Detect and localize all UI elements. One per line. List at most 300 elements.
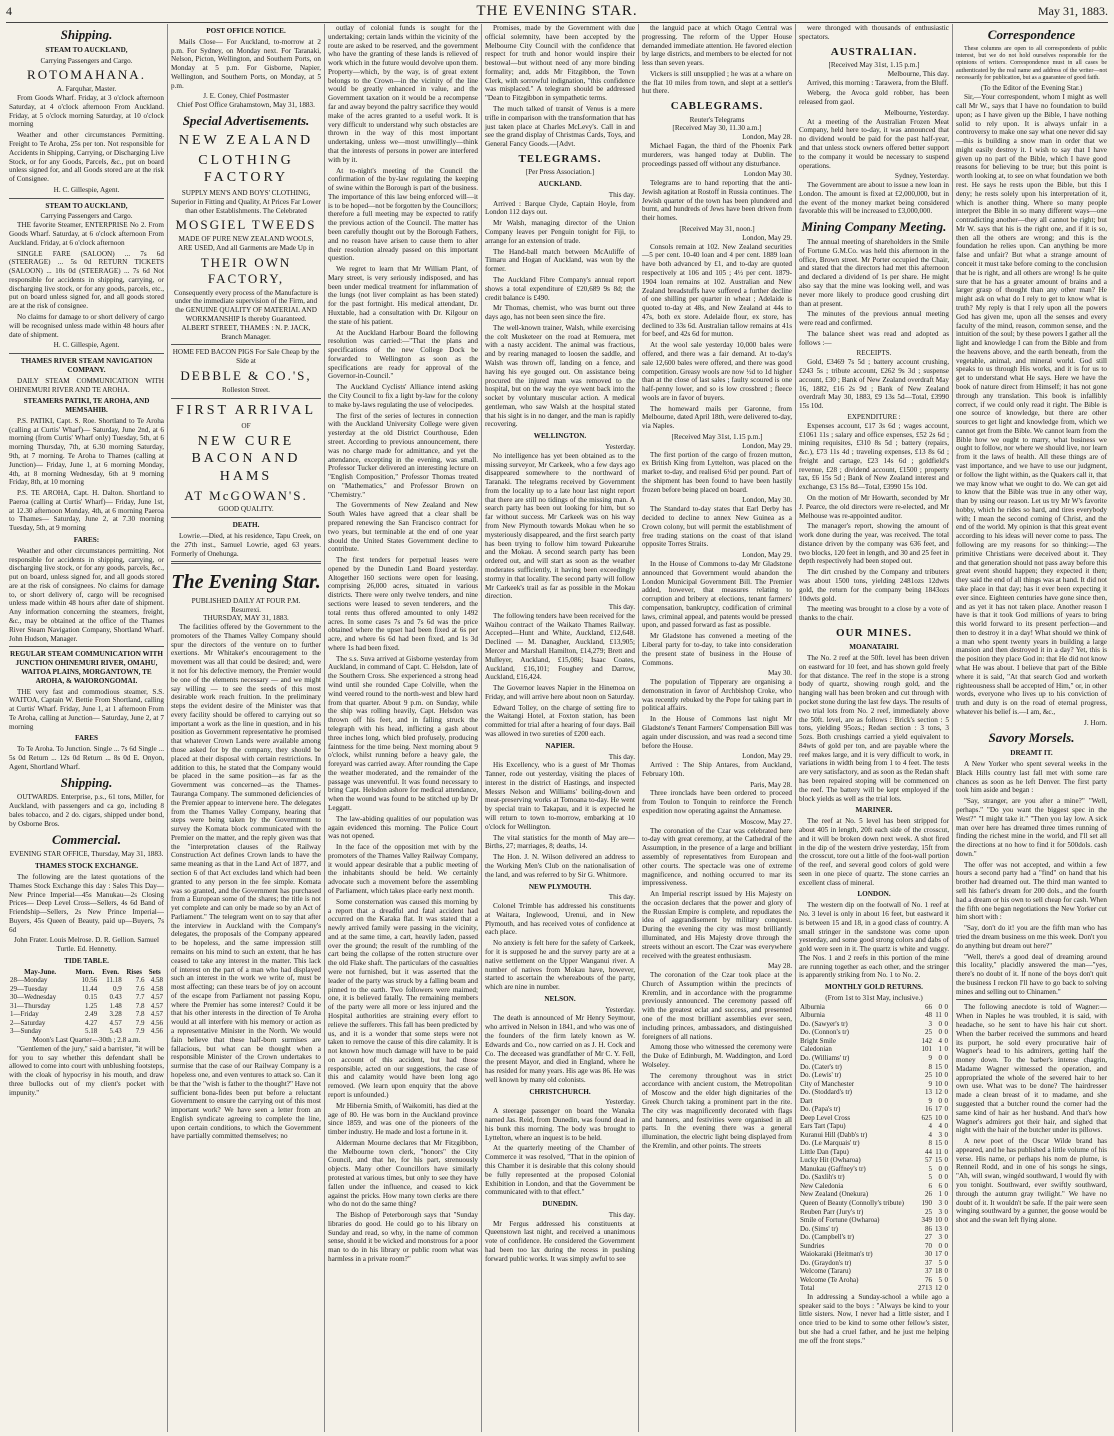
paragraph: At the Auckland Harbour Board the following resolution was carried:—"That the plans and specifications of the new College Dock be forwarded to Wellington as soon as the specifications are ready for approval of the Governor-in-Council.": [328, 328, 478, 381]
paragraph: Lowrie.—Died, at his residence, Tapu Creek, on the 27th inst., Samuel Lowrie, aged 63 years. Formerly of Onehunga.: [171, 532, 321, 558]
paragraph: The law-abiding qualities of our population was again evidenced this morning. The Police Court was not opened.: [328, 814, 478, 841]
table-cell: 0: [944, 1267, 948, 1276]
notice-heading: DEATH.: [232, 521, 260, 530]
table-row: [799, 1225, 949, 1234]
section-mining-meeting: Mining Company Meeting.: [801, 219, 947, 235]
paragraph: A New Yorker who spent several weeks in the Black Hills country last fall met with some rare chances as soon as he left Denver. The first party took him aside and began :: [956, 760, 1107, 795]
dateline: This day.: [608, 893, 635, 902]
table-cell: 5: [928, 1173, 933, 1182]
table-cell: 4.58: [150, 976, 163, 985]
paragraph: At the wool sale yesterday 10,000 bales were offered, and there was a fair demand. At to-day's sale 12,600 bales were offered, and there was good competition. Greasy wools are now ½d to 1d higher than at the close of last sales ; faulty scoured is one half-penny lower, and so is low crossbred ; fleece wools are in favor of buyers.: [642, 341, 792, 402]
paragraph: "Say, don't do it! you are the fifth man who has tried the dream business on me this week. Don't you do anything but dream out here?": [956, 924, 1107, 950]
returns-title: MONTHLY GOLD RETURNS.: [825, 983, 923, 992]
place-heading: NELSON.: [544, 994, 576, 1003]
table-cell: 0.15: [85, 993, 98, 1002]
dateline: London, May 29.: [742, 551, 792, 560]
divider: [171, 561, 321, 564]
paragraph: The Governments of New Zealand and New South Wales have agreed that a clear shall be prepared renewing the San Francisco contract for two years, but terminable at the end of one year should the United States Government decline to contribute.: [328, 501, 478, 554]
paragraph: were thronged with thousands of enthusiastic spectators.: [799, 24, 949, 41]
received-note: [Received May 30, 11.30 a.m.]: [672, 124, 762, 133]
paragraph: His Excellency, who is a guest of Mr Thomas Tanner, rode out yesterday, visiting the places of interest in the district of Hastings, and inspected Messrs Nelson and Williams' boiling-down and meat-preserving works at Tomoana to-day. He went by special train to Takapau, and it is expected he will return to town to-morrow, embarking at 10 o'clock for Wellington.: [485, 761, 635, 831]
paragraph: No claims for damage to or short delivery of cargo will be recognised unless made within 48 hours after date of shipment.: [9, 313, 164, 339]
section-note: [Per Press Association.]: [525, 168, 595, 177]
table-cell: 26: [925, 1190, 933, 1199]
table-cell: 3: [938, 1207, 942, 1216]
paragraph: The following are the latest quotations of the Thames Stock Exchange this day : Sales This Day— New Prince Imperial—45s Manukau—2s Closing Prices— Deep Level Cross—Sellers, 4s 6d Band of Friendship—Sellers, 2s New Prince Imperial—Buyers, 45s Queen of Beauty, paid up—Buyers, 7s 6d: [9, 872, 164, 934]
table-row: [799, 1242, 949, 1251]
divider: [171, 344, 321, 345]
table-row: [799, 1003, 949, 1012]
table-cell: 4.57: [150, 993, 163, 1002]
table-cell: Ears Tart (Tapu): [800, 1122, 846, 1131]
dateline: This day.: [608, 752, 635, 761]
table-cell: Do. (Graydon's tr): [800, 1258, 852, 1267]
paragraph: In the House of Commons last night Mr Gladstone's Tenant Farmers' Compensation Bill was again under discussion, and was read a second time before the House.: [642, 715, 792, 750]
paragraph: The Government are about to issue a new loan in London. The amount is fixed at £2,000,000, but in the event of the money market being considered favorable this will be increased to £3,000,000.: [799, 181, 949, 216]
paragraph: Among those who witnessed the ceremony were the Duke of Edinburgh, M. Waddington, and Lord Wolseley.: [642, 1043, 792, 1069]
table-row: [799, 1037, 949, 1046]
motto: Resurrexi.: [231, 605, 261, 614]
table-cell: 13: [925, 1088, 933, 1097]
table-cell: 2713: [918, 1284, 933, 1293]
table-cell: 5: [938, 1275, 942, 1284]
table-cell: 4: [938, 1036, 942, 1045]
dateline: May 28.: [768, 962, 792, 971]
table-cell: 7.7: [135, 993, 145, 1002]
table-cell: City of Manchester: [800, 1079, 855, 1088]
dateline: Yesterday.: [605, 1098, 635, 1107]
table-cell: 9: [928, 1079, 933, 1088]
paragraph: Mr Walsh, managing director of the Union Company leaves per Penguin tonight for Fiji, to arrange for an extension of trade.: [485, 219, 635, 245]
paragraph: The coronation of the Czar was celebrated here to-day with great ceremony, at the Cathedral of the Assumption, in the presence of a large and brilliant assembly of representatives from European and other courts. The spectacle was one of extreme magnificence, and nothing occurred to mar its impressiveness.: [642, 826, 792, 888]
paragraph: outlay of colonial funds is sought for the undertaking; certain lands within the vicinity of the route are asked to be reserved, and the government who have the granting of these lands is relieved of work which in the future would devolve upon them. Property—which, by the way, is of great extent belongs to the Crown—in the vicinity of the line would be greatly enhanced in value, and the Government taxation on it would be a recompense far and away beyond the paltry sacrifice they would make of the acres granted to a useful work. It is very difficult to understand why such obstacles are thrown in the way of this most important undertaking, unless we—most unwillingly—think that the interests of persons in power are interfered with by it.: [328, 24, 478, 164]
letter-salutation: (To the Editor of the Evening Star.): [980, 84, 1083, 93]
section-correspondence: Correspondence: [987, 27, 1076, 42]
table-cell: 16: [925, 1105, 933, 1114]
paragraph: The manager's report, showing the amount of work done during the year, was received. The total distance driven by the company was 636 feet, and two blocks, 120 feet in length, and 30 and 25 feet in depth respectively had been stoped out.: [799, 522, 949, 566]
table-cell: 0: [944, 1053, 948, 1062]
table-cell: 0: [944, 1045, 948, 1054]
table-cell: Do. (Le Marquais' tr): [800, 1139, 860, 1148]
ad-subheading: Carrying Passengers and Cargo.: [40, 212, 133, 221]
paragraph: In addressing a Sunday-school a while ago a speaker said to the boys : "Always be kind to your little sisters. Now, I never had a little sister, and I once tried to be kind to some other fellow's sister, but she had a cruel father, and he just me helping me off the front steps.": [799, 1292, 949, 1345]
paragraph: The western dip on the footwall of No. 1 reef at No. 3 level is only in about 16 feet, but eastward it is between 15 and 18, in a good class of country. A small stringer in the sandstone was come upon yesterday, and some good strong colors and dabs of gold were seen in it. The quartz is white and vuggy. The Nos. 1 and 2 reefs in this portion of the mine are running together as each other, and the stringer is apparently striking from No. 1 to No. 2.: [799, 901, 949, 980]
column-7: [953, 24, 1110, 1432]
table-cell: 17: [934, 1250, 942, 1259]
table-cell: 1.48: [109, 1001, 122, 1010]
paragraph: Weather and other circumstances Permitting. Freight to Te Aroha, 25s per ton. Not responsible for Accidents in Shipping, Carrying, or Discharging Live Stock, or for any Goods, Parcels, &c., put on board unless signed for, and all Goods stored are at the risk of Consignee.: [9, 131, 164, 184]
table-cell: Do. (Campbell's tr): [800, 1233, 854, 1242]
column-1: [6, 24, 168, 1432]
paragraph: We regret to learn that Mr William Plant, of Mary street, is very seriously indisposed, and has been under medical treatment for inflammation of the lungs (not liver complaint as has been stated) for the past fortnight. His medical attendant, Dr. Huxtable, had a consultation with Dr. Kilgour on the state of his patient.: [328, 265, 478, 326]
paragraph: Weather and other circumstances permitting. Not responsible for accidents in shipping, carrying, or discharging live stock, or for any goods, parcels, &c., put on board, unless signed for, and all goods stored are at the risk of consignees. No claims for damage to, or short delivery of, cargo will be recognised unless made within 48 hours after date of shipment. Any information concerning the steamers, freight, &c., may be obtained at the office of the Thames River Steam Navigation Company, Shortland Wharf. John Hudson, Manager.: [9, 546, 164, 643]
paragraph: Three ironclads have been ordered to proceed from Toulon to Tonquin to reinforce the French expedition now operating against the Annamese.: [642, 789, 792, 816]
table-row: [799, 1088, 949, 1097]
table-cell: Waiokaraki (Heitman's tr): [800, 1250, 873, 1259]
dateline: THURSDAY, MAY 31, 1883.: [203, 614, 289, 623]
table-cell: 3: [938, 1233, 942, 1242]
ad-display: DEBBLE & CO.'S,: [180, 367, 312, 383]
section-australian: AUSTRALIAN.: [830, 45, 918, 58]
table-row: [799, 1156, 949, 1165]
paragraph: "Well, there's a good deal of dreaming around this locality," placidly answered the man—"yes, there's no doubt of it. If none of the boys don't quit the business I reckon I'll have to go back to solving mines and selling out to Chinamen.": [956, 952, 1107, 996]
table-cell: 8: [928, 1139, 933, 1148]
table-cell: 15: [934, 1156, 942, 1165]
table-row: [799, 1233, 949, 1242]
table-cell: 0: [944, 1071, 948, 1080]
table-cell: 12: [934, 1284, 942, 1293]
table-cell: Sundries: [800, 1241, 825, 1250]
paragraph: Mr Thomas, chemist, who was burnt out three days ago, has not been seen since the fire.: [485, 304, 635, 322]
table-header-cell: Rises: [126, 967, 142, 976]
column-2: [168, 24, 325, 1432]
ad-display: MOSGIEL TWEEDS: [175, 217, 317, 233]
table-cell: Total: [800, 1284, 815, 1293]
paragraph: Some consternation was caused this morning by a report that a dreadful and fatal accident had occurred on the Karaka flat. It was stated that a newly arrived family were passing in the vicinity, and at the same time, a cart, heavily laden, passed over the ground; the result of the rumbling of the cart being the collapse of the rotten structure over the old Flake shaft. The particulars of the casualties were not furnished, but it was asserted that the leader of the party was struck by a falling beam and pinned to the earth. Two followers were maimed; one, it is believed fatally. The remaining members of the party were all more or less injured and the Hospital authorities are straining every effort to relieve the sufferers. This fall has been predicted by us, and it is a wonder that some steps were not taken to remove the cause of this dire calamity. It is not known how much damage will have to be paid on account of this accident, but had those responsible, acted on our suggestions, the case of this and calamity would have been long ago removed. (We learn upon enquiry that the above report is unfounded.): [328, 897, 478, 1099]
paragraph: "Say, stranger, are you after a mine?" "Well, perhaps." "Do you want the biggest spec in the West?" "I might take it." "Then you lay low. A sick man over here has dreamed three times running of finding the richest mine in the world, and I'll set all the directions at no how to find it for 500dols. cash down.": [956, 797, 1107, 858]
paragraph: Arrived, this morning : Tarawera, from the Bluff.: [807, 78, 949, 87]
table-cell: 0: [944, 1233, 948, 1242]
table-cell: 5.43: [109, 1027, 122, 1036]
table-cell: 0: [944, 1224, 948, 1233]
paragraph: From Goods Wharf. Friday, at 3 o'clock afternoon Saturday, at 4 o'clock afternoon From Auckland. Friday, at 5 o'clock morning Saturday, at 10 o'clock morning: [9, 94, 164, 129]
table-row: [799, 1045, 949, 1054]
table-cell: 0: [944, 1216, 948, 1225]
ad-text: OF: [241, 421, 251, 430]
table-cell: 37: [925, 1258, 933, 1267]
table-cell: 0: [938, 1019, 942, 1028]
table-cell: 15: [934, 1139, 942, 1148]
paragraph: Consols remain at 102. New Zealand securities—5 per cent. 10-40 loan and 4 per cent. 1889 loan have both advanced by £1, and to-day are quoted respectively at 106 and 105 ; 4½ per cent. 1879-1904 loan remains at 102. Australian and New Zealand breadstuffs have suffered a further decline of one shilling per quarter in wheat ; Adelaide is quoted to-day at 48s, and New Zealand at 44s to 47s, both ex store. Adelaide flour, ex store, has declined to 33s 6d. Australian tallow remains at 41s for beef, and 42s 6d for mutton.: [642, 242, 792, 339]
table-cell: 4.56: [150, 1027, 163, 1036]
table-cell: 101: [921, 1045, 933, 1054]
table-row: [799, 1208, 949, 1217]
table-row: [799, 1267, 949, 1276]
table-cell: 0: [944, 1036, 948, 1045]
table-row: [9, 985, 164, 994]
paragraph: The well-known trainer, Walsh, while exercising the colt Musketeer on the road at Remuera, met with a nasty accident. The animal was fractious, and by rearing managed to loosen the saddle, and Walsh was thrown off, landing on a fence, and having his eye gouged out. On assistance being procured the injured man was removed to the hospital, but on the way the eye went back into the socket by voluntary muscular action. A medical gentleman, who saw Walsh at the hospital stated that his sight is in no danger, and the man is rapidly recovering.: [485, 323, 635, 429]
section-shipping: Shipping.: [60, 27, 113, 42]
paragraph: The ceremony throughout was in strict accordance with ancient custom, the Metropolitan of Moscow and the elder high dignitaries of the Greek Church taking a prominent part in the rite. The city was magnificently decorated with flags and banners, and festivities were organised in all parts. In the evening there was a general illumination, the electric light being displayed from the Kremlin, and other points. The streets: [642, 1071, 792, 1150]
broker-names: John Frater. Louis Melrose. D. R. Gellion. Samuel Turtle. Ed. Hennetty.: [14, 936, 159, 954]
paragraph: THE favorite Steamer, ENTERPRISE No 2. From Goods Wharf. Saturday, at 6 o'clock afternoon From Auckland. Friday, at 6 o'clock afternoon: [9, 221, 164, 247]
paragraph: At a meeting of the Australian Frozen Meat Company, held here to-day, it was announced that no dividend would be paid for the past half-year, and that unless stock owners offered better support to the company it would be necessary to suspend operations.: [799, 117, 949, 170]
subheading: EXPENDITURE :: [847, 412, 901, 421]
table-cell: 76: [925, 1275, 933, 1284]
table-cell: Little Dan (Tapu): [800, 1147, 849, 1156]
table-cell: 0: [938, 1028, 942, 1037]
newspaper-title: THE EVENING STAR.: [476, 3, 638, 19]
divider: [956, 999, 1107, 1000]
paragraph: At to-night's meeting of the Council the confirmation of the by-law regulating the keeping of swine within the Borough is part of the business. The importance of this law being enforced will—it is to be hoped—not be forgotten by the Councillors; therefore a full meeting may be expected to ratify the previous action of the Council. The matter has been carefully thought out by the Borough Fathers, and no reason have arisen to cause them to alter their resolution already passed on this important question.: [328, 166, 478, 263]
table-cell: Do. (Saxlih's tr): [800, 1173, 845, 1182]
table-cell: 0: [944, 1156, 948, 1165]
table-cell: 3.28: [109, 1010, 122, 1019]
table-cell: 625: [921, 1113, 933, 1122]
table-cell: 0: [944, 1028, 948, 1037]
table-cell: 4.27: [85, 1018, 98, 1027]
ad-text: MADE OF PURE NEW ZEALAND WOOLS, ARE USED, And all Garments are Made Up in: [178, 235, 314, 253]
table-cell: 0: [938, 1053, 942, 1062]
ad-display: THEIR OWN FACTORY,: [200, 254, 292, 286]
paragraph: Promises, made by the Government with due official solemnity, have been accepted by the Melbourne City Council with the confidence that respect for truth and honor would inspire their bestowal—but without need of any more binding formality; and, adds Mr Fitzgibbon, the Town Clerk, with sorrowful indignation, "this confidence was misplaced." A telegram should be addressed "Dean to Fitzgibbon in sympathetic terms.: [485, 24, 635, 103]
table-row: [799, 1276, 949, 1285]
table-row: [799, 1216, 949, 1225]
paragraph: The much talked of transit of Venus is a mere trifle in comparison with the transformation that has just taken place at Charles McLevy's. Call in and see the grand display of Christmas Cards, Toys, and General Fancy Goods.—[Advt.: [485, 105, 635, 149]
table-row: [799, 1259, 949, 1268]
table-cell: 0: [944, 1130, 948, 1139]
editorial-title: The Evening Star.: [171, 571, 321, 594]
table-cell: 0: [938, 1241, 942, 1250]
table-row: [799, 1011, 949, 1020]
table-cell: 66: [925, 1002, 933, 1011]
paragraph: The s.s. Suva arrived at Gisborne yesterday from Auckland, in command of Capt. C. Helsdon, late of the Southern Cross. She experienced a strong head wind until she rounded Cape Colville, when the wind veered round to the north-west and blew hard from that quarter. About 9 p.m. on Sunday, while the ship was rolling heavily, Capt. Helsdon was thrown off his feet, and in falling struck the telegraph with his head, inflicting a gash about three inches long, which bled profusely, producing faintness for the time being. Next morning about 9 o'clock, whilst running before a heavy gale, the foreyard was carried away. After rounding the Cape the weather moderated, and the remainder of the passage was uneventful. It was found necessary to bring Capt. Helsdon ashore for medical attendance, when the wound was found to be stitched up by Dr Leggatt.: [328, 654, 478, 812]
paragraph: Mr Hibernia Smith, of Waikomiti, has died at the age of 80. He was born in the Auckland province since 1859, and was one of the pioneers of the timber industry. He made and lost a fortune in it.: [328, 1101, 478, 1137]
table-cell: 7.6: [135, 984, 145, 993]
gold-returns-table: [799, 1003, 949, 1293]
paragraph: OUTWARDS. Enterprise, p.s., 61 tons, Miller, for Auckland, with passengers and ca go, including 8 bales tobacco, and 2 do. cigars, shipped under bond, by Osborne Bros.: [9, 793, 164, 828]
table-cell: 12: [934, 1088, 942, 1097]
paragraph: Mr Fergus addressed his constituents at Queenstown last night, and received a unanimous vote of confidence. He considered the Government had been too lax during the recess in pushing forward public works. It was simply awful to see: [485, 1219, 635, 1263]
ad-text: Rolleston Street.: [222, 385, 270, 394]
dateline: This day.: [608, 603, 635, 612]
table-row: [799, 1071, 949, 1080]
paragraph: The offer was not accepted, and within a few hours a second party had a "find" on hand that his brother had dreamed out. The third man wanted to sell his father's dream for 200 dols., and the fourth had a dream or his own to sell cheap for cash. When the fifth one began negotiations the New Yorker cut him short with :: [956, 860, 1107, 922]
table-cell: 11: [935, 1147, 942, 1156]
table-cell: 0: [944, 1147, 948, 1156]
table-cell: 30: [925, 1250, 933, 1259]
editorial-subtitle: PUBLISHED DAILY AT FOUR P.M.: [191, 596, 301, 605]
section-shipping: Shipping.: [60, 774, 113, 790]
table-cell: 27: [925, 1233, 933, 1242]
table-cell: Manukau (Gaffney's tr): [800, 1164, 866, 1173]
table-cell: 0: [944, 1011, 948, 1020]
paragraph: P.S. PATIKI, Capt. S. Roe. Shortland to Te Aroha (calling at Curtis' Wharf)— Saturday, June 2nd, at 6 morning (from Curtis' Wharf only) Tuesday, 5th, at 6 morning Thursday, 7th, at 6.30 morning Saturday, 9th, at 7 morning. Te Aroha to Thames (calling at Junction)— Friday, June 1, at 6 morning Monday, 4th, at 8 morning Wednesday, 6th at 9 morning Friday, 8th, at 10 morning: [9, 416, 164, 487]
paragraph: The reef at No. 5 level has been stripped for about 405 in length, 20ft each side of the crosscut, and it will be broken down next week. A shot fired in the dip of the western drive yesterday, 15ft from the crosscut, tore out a little of the foot-wall portion of the reef, and several good colors of gold were seen in one piece of quartz. The stone carries an excellent class of mineral.: [799, 817, 949, 887]
paragraph: The annual meeting of shareholders in the Smile of Fortune G.M.Co. was held this afternoon in the office, Brown street. Mr Porter occupied the Chair, and stated that the directors had met this afternoon and declared a dividend of 1s per share. He might also say that the mine was looking well, and was never more likely to produce good crushing dirt than at present.: [799, 238, 949, 308]
paragraph: Mr Gladstone has convened a meeting of the Liberal party for to-day, to take into consideration the present state of business in the House of Commons.: [642, 632, 792, 667]
section-savory-morsels: Savory Morsels.: [988, 730, 1075, 746]
table-cell: 8: [928, 1062, 933, 1071]
paragraph: The following anecdote is told of Wagner:—When in Naples he was troubled, it is said, with headache, so he sent to have his hair cut short. When the barber received the summons and heard its purport, he sold every procurative hair of Wagner's head to his admirers, getting half the money down. To the barber's intense chagrin, Madame Wagner witnessed the operation, and appropriated the whole of the severed hair to her own use. What was to be done? The hairdresser made a clean breast of it to madame, and she suggested that a butcher round the corner had the same kind of hair as her husband. And that's how Wagner's admirers got their hair, and sighed that night with the hair of the butcher under its pillows.: [956, 1003, 1107, 1135]
table-row: [9, 1027, 164, 1036]
table-row: [9, 1010, 164, 1019]
paragraph: The No. 2 reef at the 50ft. level has been driven on eastward for 10 feet, and has shown gold freely for that distance. The reef in the stope is a strong body of quartz, showing rough gold, and the hanging wall has been broken and cut through with pocket stone during the last few days. The results of two trial lots from No. 2 reef, immediately above the 50ft. level, are as follows : Brick's section : 5 tons, yielding 95ozs.; Redan section : 3 tons, 3 5ozs. Both crushings carried a yield equivalent to 84wts of gold per ton, and are payable where the reef makes large, and it is very difficult to work, in variations in width being from 1 to 4 feet. The tests are very satisfactory, and as soon as the Redan shaft has been repaired stoping will be commenced on the reef. The battery will be kept employed if the block yields as well as the trial lots.: [799, 654, 949, 803]
paragraph: The death is announced of Mr Henry Seymour, who arrived in Nelson in 1841, and who was one of the founders of the firm lately known as W. Edwards and Co., now carried on as J. H. Cock and Co. The deceased was grandfather of Mr C. Y. Fell, the present Mayor, and died in England, where he has resided for many years. His age was 86. He was well known by many old colonists.: [485, 1014, 635, 1084]
tide-table-title: TIDE TABLE.: [64, 956, 109, 965]
paragraph: The meeting was brought to a close by a vote of thanks to the chair.: [799, 605, 949, 623]
table-cell: Do. (Williams' tr): [800, 1053, 850, 1062]
table-row: [799, 1173, 949, 1182]
table-cell: 7.9: [135, 1018, 145, 1027]
table-cell: Smile of Fortune (Owharoa): [800, 1216, 880, 1225]
table-cell: 30—Wednesday: [10, 993, 57, 1002]
ad-heading: STEAM TO AUCKLAND,: [45, 201, 128, 210]
table-header-cell: May-June.: [24, 967, 57, 976]
ad-text: GOOD QUALITY.: [218, 505, 274, 514]
tide-table: [9, 968, 164, 1036]
table-cell: 13: [934, 1224, 942, 1233]
paragraph: The population of Tipperary are organising a demonstration in favor of Archbishop Croke, who was recently rebuked by the Pope for taking part in political affairs.: [642, 678, 792, 713]
place-heading: DUNEDIN.: [542, 1200, 578, 1209]
divider: [171, 517, 321, 518]
table-row: [799, 1199, 949, 1208]
table-cell: 1—Friday: [10, 1010, 39, 1019]
page-number: 4: [6, 4, 12, 18]
ad-display: FIRST ARRIVAL: [175, 402, 316, 418]
place-heading: CHRISTCHURCH.: [529, 1087, 591, 1096]
paragraph: The first portion of the cargo of frozen mutton, ex British King from Lyttelton, was placed on the market to-day, and realised 6½d per pound. Part of the shipment has been found to have been hastily frozen before being placed on board.: [642, 450, 792, 494]
column-3: [325, 24, 482, 1432]
paragraph: The balance sheet was read and adopted as follows :—: [799, 329, 949, 347]
table-cell: 0: [944, 1122, 948, 1131]
table-row: [799, 1122, 949, 1131]
dateline: London, May 29.: [742, 441, 792, 450]
table-cell: 0: [944, 1190, 948, 1199]
ship-master: A. Farquhar, Master.: [56, 85, 117, 94]
ship-name: ROTOMAHANA.: [27, 67, 146, 83]
table-cell: Do. (Sims' tr): [800, 1224, 839, 1233]
table-cell: 142: [921, 1036, 933, 1045]
table-cell: Bright Smile: [800, 1036, 836, 1045]
table-cell: Alburnia: [800, 1002, 825, 1011]
table-row: [9, 1019, 164, 1028]
ad-text: Consequently every process of the Manufacture is under the immediate supervision of the Firm, and the GENUINE QUALITY OF MATERIAL AND WORKMANSHIP Is thereby Guaranteed.: [173, 288, 319, 323]
ad-heading: STEAM TO AUCKLAND,: [45, 45, 128, 54]
place-heading: NAPIER.: [545, 741, 575, 750]
table-cell: New Zealand (Onekura): [800, 1190, 869, 1199]
table-row: [9, 993, 164, 1002]
table-cell: Do. (Connon's tr): [800, 1028, 849, 1037]
table-cell: 9: [928, 1096, 933, 1105]
table-cell: Welcome (Te Aroha): [800, 1275, 859, 1284]
table-row: [799, 1139, 949, 1148]
table-cell: 0: [944, 1258, 948, 1267]
mine-heading: LONDON.: [857, 890, 891, 899]
divider: [9, 353, 164, 354]
paragraph: Colonel Trimble has addressed his constituents at Waitara, Inglewood, Urenui, and in New Plymouth, and has received votes of confidence at each place.: [485, 902, 635, 937]
table-row: [799, 1148, 949, 1157]
mine-heading: MARINER.: [855, 806, 893, 815]
dateline: London, May 29.: [742, 233, 792, 242]
dateline: Yesterday.: [605, 443, 635, 451]
paragraph: Weberg, the Avoca gold robber, has been released from gaol.: [799, 89, 949, 107]
section-note: Reuter's Telegrams: [689, 115, 745, 124]
table-cell: 10: [934, 1079, 942, 1088]
section-special-ads: Special Advertisements.: [182, 113, 310, 129]
ad-text: HOME FED BACON PIGS For Sale Cheap by the Side at: [172, 348, 320, 366]
paragraph: No intelligence has yet been obtained as to the missing surveyor, Mr Carkeek, who a few days ago disappeared somewhere to the northward of Taranaki. The telegrams received by Government from the locality up to a late hour last night report that there are still no tidings of the missing man. A search party has been out looking for him, but so far without success. Mr Carkeek was on his way from New Plymouth towards Mokau when he so mysteriously disappeared, and the first search party has been trying to follow him toward Pukearuhe and the Mokau. A second search party has been ordered out, and will start as soon as the weather moderates sufficiently, it having been exceedingly stormy in that locality. The second party will follow Mr Carkeek's trail as far as possible in the Mokau direction.: [485, 451, 635, 601]
table-cell: 17: [934, 1105, 942, 1114]
signature: H. C. Gillespie, Agent.: [53, 341, 120, 350]
paragraph: The Auckland Fibre Company's annual report shows a total expenditure of £20,689 9s 8d; the credit balance is £490.: [485, 275, 635, 302]
paragraph: the languid pace at which Otago Central was progressing. The reform of the Upper House demanded immediate attention. He favored election by large districts, and members to be elected for not less than seven years.: [642, 24, 792, 68]
table-cell: 0: [944, 1207, 948, 1216]
table-cell: 1: [938, 1045, 942, 1054]
table-cell: 7.8: [135, 1010, 145, 1019]
table-cell: 0: [944, 1164, 948, 1173]
column-5: [639, 24, 796, 1432]
place-heading: WELLINGTON.: [533, 432, 587, 441]
moon-note: Moon's Last Quarter—30th ; 2.8 a.m.: [32, 1036, 141, 1044]
dateline: May 30.: [768, 669, 792, 678]
fares-heading: FARES:: [73, 536, 100, 544]
table-cell: 9: [928, 1053, 933, 1062]
table-cell: 37: [925, 1267, 933, 1276]
table-cell: Queen of Beauty (Connolly's tribute): [800, 1199, 904, 1208]
table-cell: Do. (Lewis' tr): [800, 1071, 842, 1080]
table-cell: 18: [934, 1267, 942, 1276]
table-cell: 0: [944, 1250, 948, 1259]
mine-heading: MOANATAIRI.: [849, 643, 899, 652]
table-row: [799, 1114, 949, 1123]
paragraph: The coronation of the Czar took place at the Church of Assumption within the precincts of Kremlin, and in accordance with the programme previously announced. The ceremony passed off with the greatest eclat and success, and presented one of the most brilliant assemblies ever seen, including princes, ambassadors, and distinguished foreigners of all nations.: [642, 971, 792, 1041]
table-cell: 0: [944, 1139, 948, 1148]
table-cell: 7.9: [135, 1027, 145, 1036]
table-row: [799, 1054, 949, 1063]
dateline: EVENING STAR OFFICE, Thursday, May 31, 1883.: [9, 850, 164, 859]
issue-date: May 31, 1883.: [1038, 4, 1108, 18]
table-cell: 44: [925, 1147, 933, 1156]
paragraph: THE very fast and commodious steamer, S.S. WAITOA, Captain W. Bettie From Shortland, calling at Curtis' Wharf. Friday, June 1, at 1 afternoon From Te Aroha, calling at Junction— Saturday, June 2, at 7 morning: [9, 687, 164, 731]
paragraph: The first of the series of lectures in connection with the Auckland University College were given yesterday at the old District Courthouse, Eden street. According to previous announcement, there was no charge made for admittance, and yet the attendance, excepting in the evening, was small. Professor Tucker delivered an interesting lecture on "English Composition," Professor Thomas treated on "Mathematics," and Professor Brown on "Chemistry.": [328, 411, 478, 499]
paragraph: Edward Tolley, on the charge of setting fire to the Waitangi Hotel, at Foxton station, has been committed for trial after a hearing of four days. Bail was allowed in two sureties of £200 each.: [485, 703, 635, 738]
table-cell: 0: [944, 1181, 948, 1190]
paragraph: Expenses account, £17 3s 6d ; wages account, £1061 11s ; salary and office expenses, £52 2s 6d ; mining requisites, £310 8s 5d ; battery (repairs, &c.), £73 11s 4d ; traveling expenses, £13 8s 6d ; freight and cartage, £23 14s 6d ; goldfield's revenue, £28 ; dividend account, £1500 ; property tax, £6 15s 5d ; Bank of New Zealand interest and exchange, £3 15s 8d—Total, £3990 15s 10d.: [799, 421, 949, 492]
table-cell: 5: [928, 1164, 933, 1173]
ad-heading: THAMES STOCK EXCHANGE.: [34, 862, 139, 871]
table-cell: 28—Monday: [10, 976, 48, 985]
signature: H. C. Gillespie, Agent.: [53, 185, 120, 194]
paragraph: To Te Aroha. To Junction. Single ... 7s 6d Single ... 5s 0d Return ... 12s 0d Return ... 8s 0d E. Onyon, Agent, Shortland Wharf.: [9, 745, 164, 771]
table-cell: 3—Sunday: [10, 1027, 42, 1036]
table-cell: 0: [944, 1079, 948, 1088]
table-cell: 0: [938, 1002, 942, 1011]
table-cell: Welcome (Tararu): [800, 1267, 851, 1276]
ad-subheading: Carrying Passengers and Cargo.: [40, 56, 133, 65]
table-cell: 349: [921, 1216, 933, 1225]
table-cell: 29—Tuesday: [10, 984, 48, 993]
table-cell: 3: [938, 1130, 942, 1139]
paragraph: A steerage passenger on board the Wanaka named Jas. Reid, from Dunedin, was found dead in his bunk this morning. The body was brought to Lyttelton, where an inquest is to be held.: [485, 1107, 635, 1142]
dateline: Sydney, Yesterday.: [894, 172, 949, 181]
table-row: [799, 1190, 949, 1199]
table-cell: 48: [925, 1011, 933, 1020]
returns-subtitle: (From 1st to 31st May, inclusive.): [825, 994, 923, 1003]
ad-text: ALBERT STREET, THAMES : N. P. JACK, Branch Manager.: [181, 323, 311, 341]
ad-text: SUPPLY MEN'S AND BOYS' CLOTHING, Superior in Fitting and Quality, At Prices Far Lower than other Establishments. The Celebrated: [171, 189, 321, 215]
table-cell: 0: [944, 1062, 948, 1071]
table-row: [799, 1063, 949, 1072]
dateline: Melbourne, Yesterday.: [884, 108, 949, 117]
table-cell: 0: [944, 1096, 948, 1105]
column-6: [796, 24, 953, 1432]
dateline: London May 30.: [743, 170, 792, 179]
divider: [9, 646, 164, 647]
table-cell: 86: [925, 1224, 933, 1233]
dateline: Chief Post Office Grahamstown, May 31, 1883.: [177, 101, 315, 110]
section-telegrams: TELEGRAMS.: [518, 152, 602, 165]
dateline: This day.: [608, 1210, 635, 1219]
ad-display: NEW ZEALAND: [178, 132, 314, 148]
table-cell: 57: [925, 1156, 933, 1165]
table-cell: 5: [938, 1258, 942, 1267]
paragraph: Alderman Mourne declares that Mr Fitzgibbon, the Melbourne town clerk, "honors" the City Council, and that he, for his part, strenuously objects. Many other Councillors have similarly protested at various times, but only to see they have fallen under the influence, and ceased to kick against the pricks. How many town clerks are there who do not do the same thing?: [328, 1138, 478, 1209]
table-cell: 4.58: [150, 984, 163, 993]
ad-heading: STEAMERS PATIKI, TE AROHA, AND MEMSAHIB.: [23, 397, 150, 415]
section-cablegrams: CABLEGRAMS.: [670, 100, 764, 113]
table-cell: 0: [944, 1002, 948, 1011]
